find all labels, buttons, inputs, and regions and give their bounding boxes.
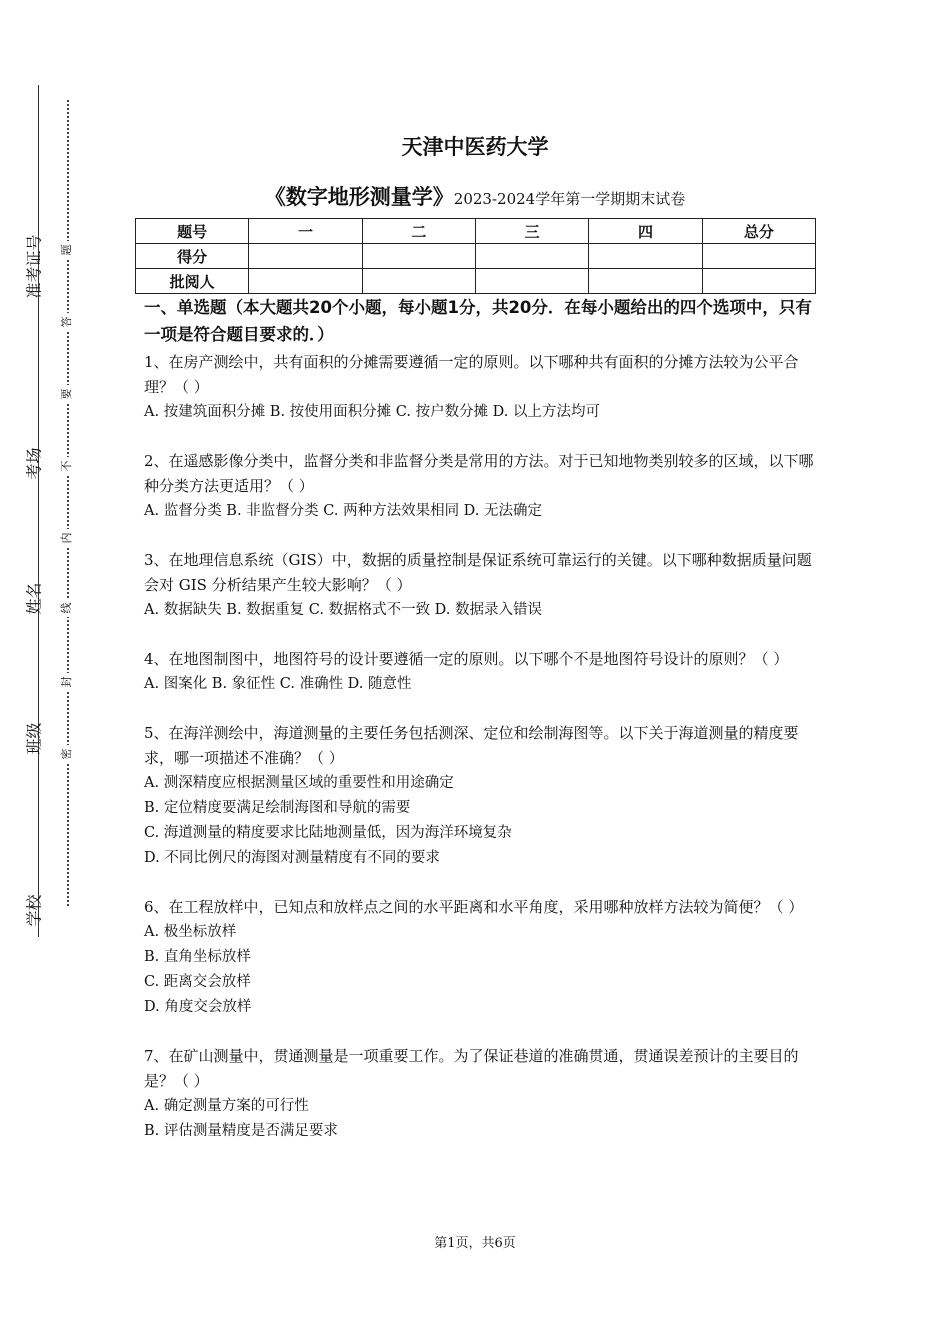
grader-input-cell <box>249 269 362 294</box>
score-input-cell <box>362 244 475 269</box>
exam-id-field-label: 准考证号 <box>24 234 44 299</box>
score-input-cell <box>589 244 702 269</box>
grader-input-cell <box>589 269 702 294</box>
question-option: D. 角度交会放样 <box>144 999 252 1015</box>
score-table-cell: 三 <box>475 219 588 244</box>
exam-room-field-label: 考场 <box>24 447 44 480</box>
seal-dotted-line <box>67 100 69 906</box>
question-5 <box>144 721 820 871</box>
score-table-cell: 批阅人 <box>136 269 249 294</box>
score-table-cell: 四 <box>589 219 702 244</box>
question-option: B. 定位精度要满足绘制海图和导航的需要 <box>144 800 411 816</box>
score-input-cell <box>702 244 815 269</box>
page-footer: 第1页，共6页 <box>434 1236 516 1251</box>
class-field-label: 班级 <box>24 722 44 755</box>
score-table-header-row <box>136 219 816 244</box>
question-stem: 5、在海洋测绘中，海道测量的主要任务包括测深、定位和绘制海图等。以下关于海道测量的精度要求，哪一项描述不准确？（ ） <box>144 724 799 767</box>
grader-row <box>136 269 816 294</box>
course-name: 《数字地形测量学》 <box>264 185 454 209</box>
grader-input-cell <box>702 269 815 294</box>
score-input-cell <box>475 244 588 269</box>
question-options: A. 按建筑面积分摊 B. 按使用面积分摊 C. 按户数分摊 D. 以上方法均可 <box>144 404 601 420</box>
seal-char: 密 <box>61 745 73 763</box>
question-3 <box>144 548 820 623</box>
seal-char: 封 <box>61 673 73 691</box>
question-option: A. 确定测量方案的可行性 <box>144 1098 309 1114</box>
question-option: A. 极坐标放样 <box>144 924 237 940</box>
score-table <box>135 218 816 294</box>
question-options: A. 图案化 B. 象征性 C. 准确性 D. 随意性 <box>144 676 412 692</box>
question-stem: 4、在地图制图中，地图符号的设计要遵循一定的原则。以下哪个不是地图符号设计的原则？（ ） <box>144 650 789 668</box>
question-options: A. 数据缺失 B. 数据重复 C. 数据格式不一致 D. 数据录入错误 <box>144 602 543 618</box>
question-1 <box>144 350 820 425</box>
question-4 <box>144 647 820 697</box>
binding-line <box>38 85 39 937</box>
question-stem: 7、在矿山测量中，贯通测量是一项重要工作。为了保证巷道的准确贯通，贯通误差预计的主要目的是？（ ） <box>144 1047 799 1090</box>
seal-char: 内 <box>61 529 73 547</box>
seal-char: 答 <box>61 313 73 331</box>
question-option: C. 海道测量的精度要求比陆地测量低，因为海洋环境复杂 <box>144 825 512 841</box>
score-table-cell: 一 <box>249 219 362 244</box>
school-field-label: 学校 <box>24 894 44 927</box>
question-options: A. 监督分类 B. 非监督分类 C. 两种方法效果相同 D. 无法确定 <box>144 503 543 519</box>
score-table-cell: 得分 <box>136 244 249 269</box>
seal-char: 不 <box>61 457 73 475</box>
question-6 <box>144 895 820 1020</box>
score-table-cell: 题号 <box>136 219 249 244</box>
question-option: A. 测深精度应根据测量区域的重要性和用途确定 <box>144 775 454 791</box>
question-stem: 6、在工程放样中，已知点和放样点之间的水平距离和水平角度，采用哪种放样方法较为简便？（ ） <box>144 898 804 916</box>
question-stem: 3、在地理信息系统（GIS）中，数据的质量控制是保证系统可靠运行的关键。以下哪种数据质量问题会对 GIS 分析结果产生较大影响？（ ） <box>144 551 812 594</box>
question-stem: 1、在房产测绘中，共有面积的分摊需要遵循一定的原则。以下哪种共有面积的分摊方法较为公平合理？（ ） <box>144 353 799 396</box>
seal-char: 线 <box>61 599 73 617</box>
question-option: B. 评估测量精度是否满足要求 <box>144 1123 338 1139</box>
question-2 <box>144 449 820 524</box>
score-table-cell: 总分 <box>702 219 815 244</box>
grader-input-cell <box>475 269 588 294</box>
score-table-cell: 二 <box>362 219 475 244</box>
seal-char: 要 <box>61 385 73 403</box>
section-heading: 一、单选题（本大题共20个小题，每小题1分，共20分．在每小题给出的四个选项中，只有一项是符合题目要求的．） <box>144 298 812 344</box>
question-option: C. 距离交会放样 <box>144 974 251 990</box>
question-stem: 2、在遥感影像分类中，监督分类和非监督分类是常用的方法。对于已知地物类别较多的区域，以下哪种分类方法更适用？（ ） <box>144 452 814 495</box>
score-input-cell <box>249 244 362 269</box>
name-field-label: 姓名 <box>24 582 44 615</box>
score-row <box>136 244 816 269</box>
exam-title <box>0 181 950 211</box>
exam-content <box>144 294 820 1168</box>
exam-term: 2023-2024学年第一学期期末试卷 <box>453 190 686 208</box>
question-option: D. 不同比例尺的海图对测量精度有不同的要求 <box>144 850 440 866</box>
question-option: B. 直角坐标放样 <box>144 949 251 965</box>
university-title: 天津中医药大学 <box>401 135 549 159</box>
seal-char: 题 <box>61 241 73 259</box>
question-7 <box>144 1044 820 1144</box>
grader-input-cell <box>362 269 475 294</box>
